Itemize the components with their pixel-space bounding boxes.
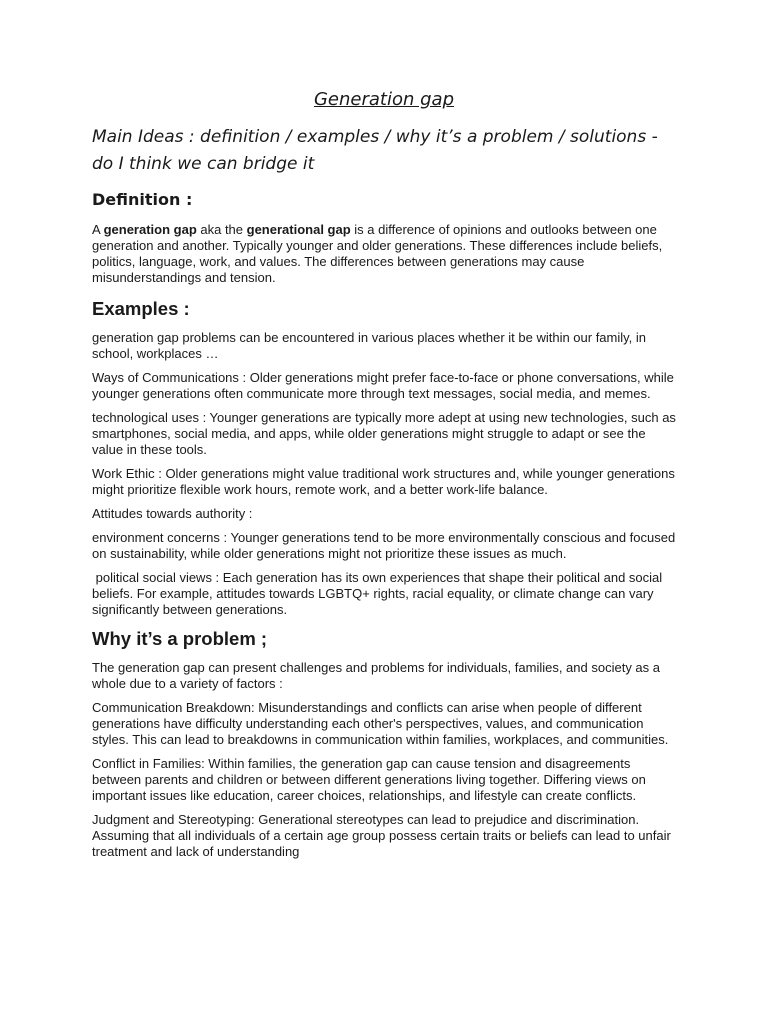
document-page [92,86,676,868]
examples-heading: Examples : [92,298,190,319]
definition-heading: Definition : [92,190,193,209]
definition-text-1: A [92,222,104,237]
definition-text-2: aka the [196,222,247,237]
problem-communication-paragraph: Communication Breakdown: Misunderstandings and conflicts can arise when people of different generations have difficulty understanding each other's perspectives, values, and communication styles. This can lead to breakdowns in communication within families, workplaces, and communities. [92,700,669,747]
example-authority-paragraph: Attitudes towards authority : [92,506,253,521]
definition-text-3: is a difference of opinions and outlooks between one generation and another. Typically younger and older generations. These differences include beliefs, politics, language, work, and values. The differences between generations may cause misunderstandings and tension. [92,222,663,285]
example-communication-paragraph: Ways of Communications : Older generations might prefer face-to-face or phone conversations, while younger generations often communicate more through text messages, social media, and memes. [92,370,674,401]
examples-intro-paragraph: generation gap problems can be encountered in various places whether it be within our family, in school, workplaces … [92,330,647,361]
example-technology-paragraph: technological uses : Younger generations are typically more adept at using new technologies, such as smartphones, social media, and apps, while older generations might struggle to adapt or see the value in these tools. [92,410,676,457]
definition-term-generation-gap: generation gap [103,222,197,237]
document-title: Generation gap [313,89,455,110]
problem-stereotyping-paragraph: Judgment and Stereotyping: Generational stereotypes can lead to prejudice and discrimination. Assuming that all individuals of a certain age group possess certain traits or beliefs can lead to unfair treatment and lack of understanding [92,812,671,859]
problem-intro-paragraph: The generation gap can present challenges and problems for individuals, families, and society as a whole due to a variety of factors : [92,660,661,691]
definition-term-generational-gap: generational gap [246,222,351,237]
problem-family-conflict-paragraph: Conflict in Families: Within families, the generation gap can cause tension and disagreements between parents and children or between different generations living together. Differing views on important issues like education, career choices, relationships, and lifestyle can create conflicts. [92,756,646,803]
example-work-ethic-paragraph: Work Ethic : Older generations might value traditional work structures and, while younger generations might prioritize flexible work hours, remote work, and a better work-life balance. [92,466,675,497]
main-ideas-line: Main Ideas : definition / examples / why it’s a problem / solutions - do I think we can bridge it [92,127,658,174]
problem-heading: Why it’s a problem ; [92,628,268,649]
example-environment-paragraph: environment concerns : Younger generations tend to be more environmentally conscious and focused on sustainability, while older generations might not prioritize these issues as much. [92,530,676,561]
definition-paragraph [92,222,676,286]
example-political-paragraph: political social views : Each generation has its own experiences that shape their political and social beliefs. For example, attitudes towards LGBTQ+ rights, racial equality, or climate change can vary significantly between generations. [92,570,666,617]
